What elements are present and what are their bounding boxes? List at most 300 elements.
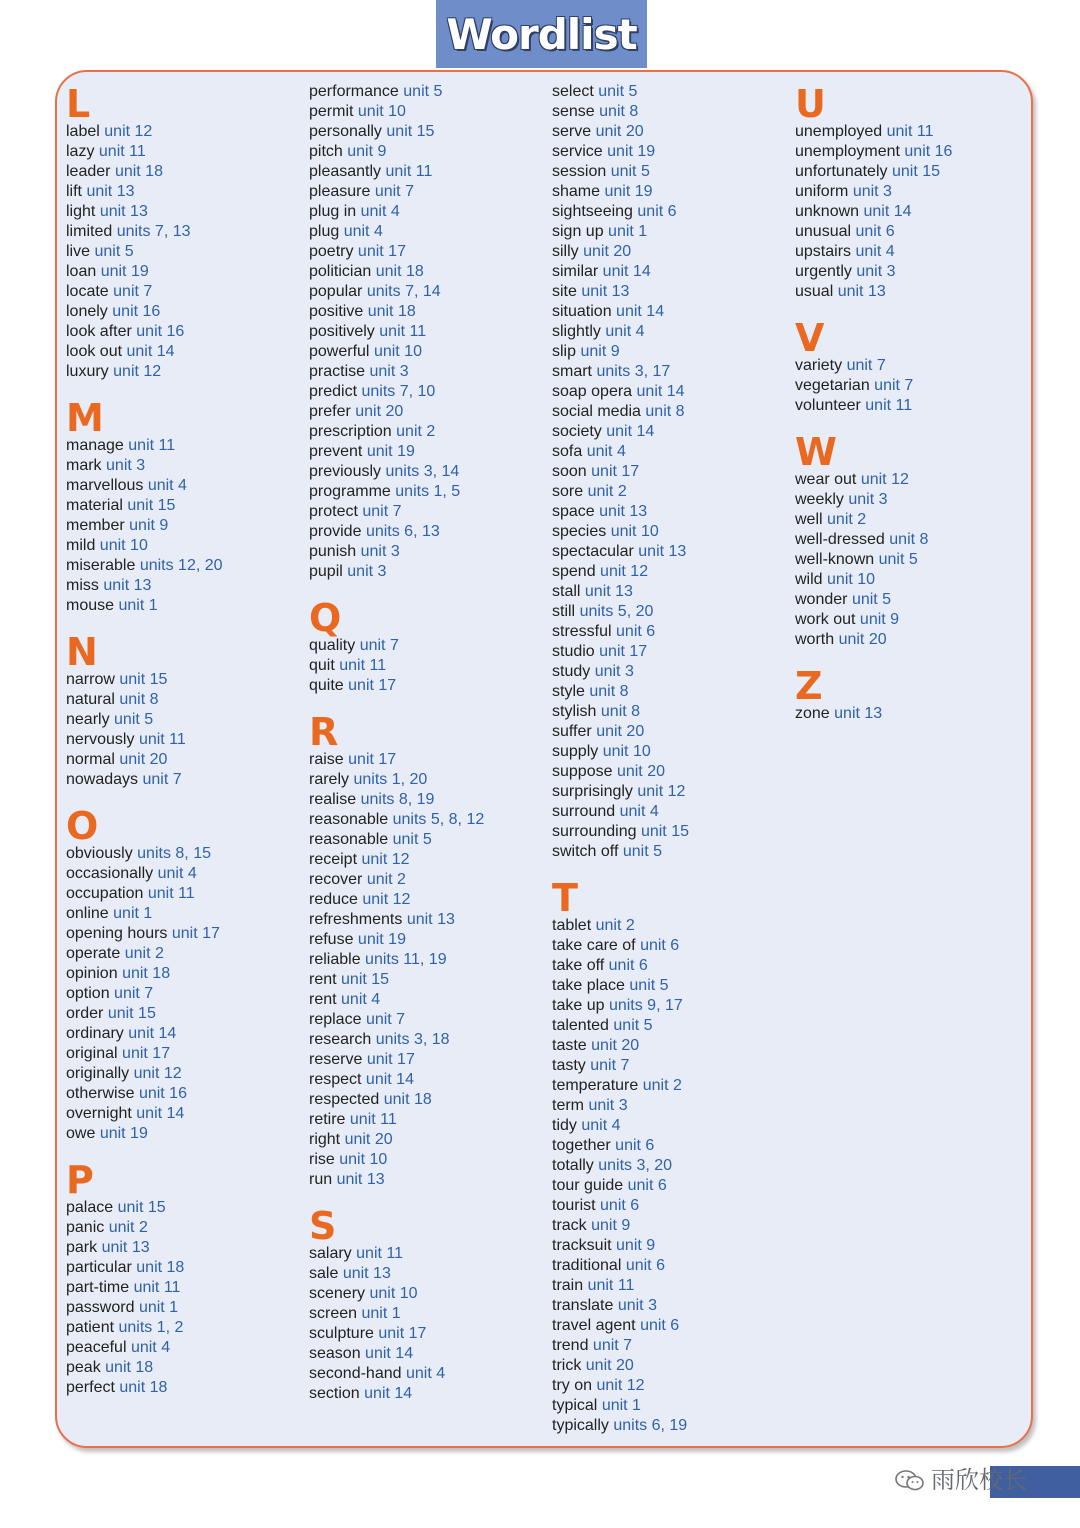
word-entry [66,984,306,1004]
word: previously [309,463,382,480]
word-entry [552,682,792,702]
unit-reference: unit 3 [852,183,892,200]
unit-reference: unit 15 [341,971,390,988]
unit-reference: units 5, 8, 12 [392,811,485,828]
word-entry [66,1258,306,1278]
word-entry [309,542,549,562]
word-entry [552,522,792,542]
word: look out [66,343,123,360]
unit-reference: unit 14 [602,263,651,280]
word: tour guide [552,1177,624,1194]
word-entry [66,770,306,790]
unit-reference: unit 4 [130,1339,171,1356]
word: look after [66,323,132,340]
word-entry [795,356,1035,376]
word: protect [309,503,358,520]
word-entry [795,510,1035,530]
unit-reference: unit 19 [604,183,653,200]
letter-section [795,664,1035,724]
word-entry [66,944,306,964]
word: park [66,1239,98,1256]
word-entry [309,1284,549,1304]
word: service [552,143,603,160]
word: surround [552,803,616,820]
unit-reference: unit 11 [865,397,913,414]
word-entry [795,704,1035,724]
word-entry [309,1090,549,1110]
word: reserve [309,1051,363,1068]
word: switch off [552,843,619,860]
word: worth [795,631,835,648]
word-entry [552,1396,792,1416]
unit-reference: unit 7 [874,377,914,394]
unit-reference: unit 3 [856,263,896,280]
word-entry [552,1096,792,1116]
word: lonely [66,303,108,320]
word: nowadays [66,771,139,788]
unit-reference: units 7, 10 [361,383,436,400]
unit-reference: unit 11 [379,323,427,340]
word: tasty [552,1057,586,1074]
word-entry [795,142,1035,162]
word-entry [552,782,792,802]
word-entry [552,422,792,442]
word-entry [66,476,306,496]
word: natural [66,691,115,708]
word-entry [552,802,792,822]
unit-reference: unit 20 [838,631,887,648]
word-entry [66,1238,306,1258]
section-letter: R [309,710,339,754]
word: serve [552,123,592,140]
unit-reference: units 3, 17 [596,363,671,380]
word: password [66,1299,135,1316]
unit-reference: unit 2 [595,917,635,934]
letter-section [66,82,306,382]
letter-section [552,82,792,862]
word: traditional [552,1257,622,1274]
watermark [895,1462,1027,1498]
word-entry [552,956,792,976]
word-entry [66,1278,306,1298]
word-entry [309,1364,549,1384]
unit-reference: unit 17 [122,1045,171,1062]
unit-reference: unit 5 [392,831,432,848]
word: peaceful [66,1339,127,1356]
unit-reference: unit 13 [834,705,883,722]
word-entry [66,456,306,476]
word-entry [552,1216,792,1236]
unit-reference: unit 13 [86,183,135,200]
unit-reference: unit 20 [616,763,665,780]
unit-reference: unit 2 [366,871,406,888]
word: part-time [66,1279,130,1296]
word-entry [552,222,792,242]
unit-reference: unit 3 [369,363,409,380]
unit-reference: unit 18 [375,263,424,280]
word: pleasantly [309,163,382,180]
word: take up [552,997,605,1014]
word-entry [552,342,792,362]
unit-reference: unit 17 [378,1325,427,1342]
unit-reference: unit 12 [600,563,649,580]
unit-reference: unit 14 [365,1071,414,1088]
word-entry [552,1256,792,1276]
word: material [66,497,123,514]
unit-reference: unit 16 [138,1085,187,1102]
word-entry [552,1356,792,1376]
word: upstairs [795,243,852,260]
unit-reference: unit 7 [846,357,886,374]
section-letter: U [795,82,826,126]
word-entry [309,342,549,362]
unit-reference: unit 2 [587,483,627,500]
word-entry [552,162,792,182]
word-entry [552,1316,792,1336]
unit-reference: unit 10 [827,571,876,588]
word: respect [309,1071,362,1088]
word: study [552,663,591,680]
word: ordinary [66,1025,124,1042]
wordlist-column-2 [309,82,549,1418]
unit-reference: unit 8 [589,683,629,700]
unit-reference: unit 15 [107,1005,156,1022]
word: run [309,1171,333,1188]
word: pitch [309,143,343,160]
word-entry [309,1264,549,1284]
word-entry [552,542,792,562]
word: live [66,243,91,260]
word: member [66,517,125,534]
word-entry [66,302,306,322]
word-entry [309,182,549,202]
word: programme [309,483,391,500]
unit-reference: unit 18 [383,1091,432,1108]
unit-reference: unit 6 [616,623,656,640]
word: politician [309,263,372,280]
word-entry [309,990,549,1010]
unit-reference: unit 20 [596,723,645,740]
unit-reference: unit 20 [585,1357,634,1374]
unit-reference: unit 18 [122,965,171,982]
unit-reference: unit 14 [126,343,175,360]
unit-reference: unit 19 [607,143,656,160]
word: tourist [552,1197,596,1214]
word: quality [309,637,356,654]
word: respected [309,1091,380,1108]
word-entry [66,1024,306,1044]
word: well-known [795,551,875,568]
unit-reference: unit 14 [136,1105,185,1122]
word-entry [552,822,792,842]
word: train [552,1277,584,1294]
word: poetry [309,243,354,260]
word-entry [552,1296,792,1316]
word: overnight [66,1105,132,1122]
word-entry [309,850,549,870]
word-entry [552,702,792,722]
word: realise [309,791,357,808]
unit-reference: unit 10 [602,743,651,760]
word-entry [795,202,1035,222]
word: positive [309,303,364,320]
word: option [66,985,110,1002]
word: select [552,83,594,100]
word: stylish [552,703,597,720]
word-entry [309,676,549,696]
letter-section [795,316,1035,416]
word: prefer [309,403,351,420]
word-entry [309,1110,549,1130]
word: surprisingly [552,783,633,800]
unit-reference: units 3, 20 [598,1157,673,1174]
word-entry [795,162,1035,182]
unit-reference: unit 13 [103,577,152,594]
word-entry [552,1056,792,1076]
word: permit [309,103,354,120]
unit-reference: unit 1 [118,597,158,614]
word-entry [795,222,1035,242]
word-entry [66,496,306,516]
word: owe [66,1125,96,1142]
unit-reference: unit 2 [827,511,867,528]
word: manage [66,437,124,454]
word: refreshments [309,911,403,928]
word-entry [795,570,1035,590]
unit-reference: unit 6 [855,223,895,240]
unit-reference: unit 19 [99,1125,148,1142]
word: tracksuit [552,1237,612,1254]
word: take off [552,957,605,974]
word: session [552,163,607,180]
word-entry [66,242,306,262]
page-title: Wordlist [446,10,637,59]
unit-reference: unit 14 [606,423,655,440]
word: patient [66,1319,115,1336]
word-entry [309,502,549,522]
word-entry [552,1236,792,1256]
unit-reference: units 6, 13 [365,523,440,540]
word: volunteer [795,397,861,414]
word: species [552,523,607,540]
word: sofa [552,443,583,460]
word: work out [795,611,856,628]
word: receipt [309,851,358,868]
unit-reference: unit 2 [124,945,164,962]
unit-reference: unit 4 [619,803,659,820]
letter-section [66,804,306,1144]
word: tablet [552,917,592,934]
word-entry [66,904,306,924]
letter-section [66,1158,306,1398]
word: nervously [66,731,135,748]
unit-reference: unit 11 [98,143,146,160]
unit-reference: unit 12 [637,783,686,800]
wechat-icon [895,1470,925,1492]
unit-reference: unit 2 [396,423,436,440]
unit-reference: unit 12 [113,363,162,380]
word-entry [795,470,1035,490]
word-entry [66,222,306,242]
word: retire [309,1111,346,1128]
word: variety [795,357,843,374]
word-entry [309,1170,549,1190]
unit-reference: unit 9 [591,1217,631,1234]
unit-reference: unit 13 [336,1171,385,1188]
word: loan [66,263,97,280]
unit-reference: units 9, 17 [608,997,683,1014]
unit-reference: unit 5 [629,977,669,994]
word: situation [552,303,612,320]
word-entry [66,924,306,944]
word: personally [309,123,382,140]
unit-reference: unit 7 [142,771,182,788]
word-entry [309,770,549,790]
word: operate [66,945,121,962]
word: replace [309,1011,362,1028]
word-entry [552,262,792,282]
word-entry [552,562,792,582]
unit-reference: unit 13 [638,543,687,560]
word-entry [552,1016,792,1036]
section-letter: S [309,1204,337,1248]
word: miserable [66,557,136,574]
unit-reference: unit 9 [129,517,169,534]
section-letter: N [66,630,98,674]
unit-reference: unit 20 [344,1131,393,1148]
unit-reference: unit 8 [600,703,641,720]
unit-reference: unit 11 [128,437,176,454]
unit-reference: unit 10 [357,103,406,120]
word: refuse [309,931,354,948]
unit-reference: unit 16 [112,303,161,320]
letter-section [66,396,306,616]
unit-reference: unit 9 [580,343,620,360]
unit-reference: units 5, 20 [579,603,654,620]
word-entry [66,556,306,576]
unit-reference: units 6, 19 [613,1417,688,1434]
word: together [552,1137,611,1154]
unit-reference: unit 3 [106,457,146,474]
word-entry [66,730,306,750]
word-entry [66,122,306,142]
word: reduce [309,891,358,908]
word-entry [309,162,549,182]
unit-reference: unit 20 [595,123,644,140]
unit-reference: unit 10 [610,523,659,540]
word: translate [552,1297,614,1314]
word: narrow [66,671,115,688]
unit-reference: units 8, 19 [360,791,435,808]
word-entry [309,750,549,770]
word: screen [309,1305,358,1322]
word-entry [66,182,306,202]
word: weekly [795,491,844,508]
word-entry [309,202,549,222]
wordlist-column-1 [66,82,306,1412]
unit-reference: unit 8 [599,103,639,120]
unit-reference: unit 16 [904,143,953,160]
word: sightseeing [552,203,633,220]
section-letter: W [795,430,837,474]
word-entry [795,122,1035,142]
unit-reference: unit 4 [581,1117,621,1134]
section-letter: T [552,876,578,920]
word: style [552,683,585,700]
word: nearly [66,711,110,728]
unit-reference: unit 17 [591,463,640,480]
word: mild [66,537,96,554]
word: mouse [66,597,115,614]
word-entry [309,482,549,502]
word-entry [66,1044,306,1064]
word-entry [552,1276,792,1296]
word: occupation [66,885,144,902]
word: zone [795,705,830,722]
word: reasonable [309,831,389,848]
unit-reference: unit 11 [385,163,433,180]
word: panic [66,1219,105,1236]
letter-section [795,430,1035,650]
unit-reference: unit 6 [625,1257,665,1274]
word-entry [66,1084,306,1104]
word-entry [309,442,549,462]
word-entry [552,1196,792,1216]
letter-section [309,596,549,696]
unit-reference: unit 5 [613,1017,653,1034]
unit-reference: unit 11 [138,731,186,748]
unit-reference: unit 7 [590,1057,630,1074]
word: sale [309,1265,339,1282]
word: obviously [66,845,133,862]
word-entry [309,362,549,382]
word-entry [309,302,549,322]
word: pleasure [309,183,371,200]
word: raise [309,751,344,768]
unit-reference: unit 17 [348,677,397,694]
word-entry [795,630,1035,650]
unit-reference: units 3, 18 [375,1031,450,1048]
unit-reference: unit 13 [599,503,648,520]
word-entry [552,182,792,202]
unit-reference: unit 7 [592,1337,633,1354]
word-entry [66,1064,306,1084]
unit-reference: unit 15 [127,497,176,514]
word: society [552,423,602,440]
word: research [309,1031,372,1048]
word: typical [552,1397,598,1414]
word: prevent [309,443,363,460]
word-entry [309,1384,549,1404]
word: shame [552,183,601,200]
word: well-dressed [795,531,885,548]
word: track [552,1217,587,1234]
unit-reference: units 1, 2 [118,1319,184,1336]
word: opening hours [66,925,168,942]
word-entry [795,376,1035,396]
unit-reference: unit 8 [645,403,685,420]
word-entry [552,1116,792,1136]
word-entry [309,1344,549,1364]
word-entry [66,690,306,710]
word: unknown [795,203,860,220]
word: unfortunately [795,163,888,180]
word-entry [309,830,549,850]
word-entry [552,842,792,862]
word-entry [66,436,306,456]
word: powerful [309,343,370,360]
word: usual [795,283,834,300]
